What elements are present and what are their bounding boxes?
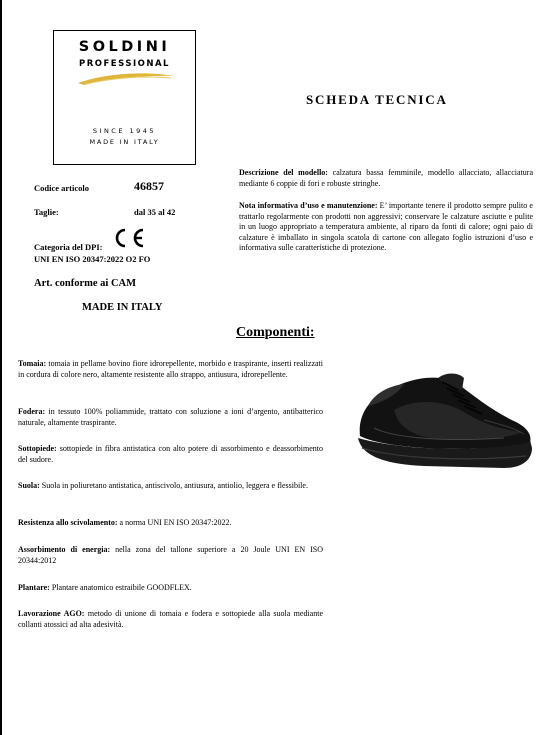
- shoe-product-image: [354, 368, 536, 476]
- section-fodera: [18, 407, 323, 428]
- norma-text: UNI EN ISO 20347:2022 O2 FO: [34, 254, 151, 264]
- logo-made-in-italy: MADE IN ITALY: [89, 138, 160, 146]
- section-text: Plantare anatomico estraibile GOODFLEX.: [49, 583, 192, 592]
- section-text: a norma UNI EN ISO 20347:2022.: [117, 518, 232, 527]
- taglie-label: Taglie:: [34, 207, 59, 217]
- section-text: Suola in poliuretano antistatica, antiscivolo, antiusura, antiolio, leggera e flessibile.: [39, 481, 308, 490]
- ce-mark-icon: [111, 227, 147, 249]
- brand-logo: [53, 30, 196, 165]
- section-suola: [18, 481, 323, 492]
- section-resistenza: [18, 518, 323, 529]
- page-title: SCHEDA TECNICA: [306, 92, 448, 107]
- categoria-label: Categoria del DPI:: [34, 242, 103, 252]
- nota-label: Nota informativa d’uso e manutenzione:: [239, 201, 378, 210]
- cam-conformity: Art. conforme ai CAM: [34, 278, 137, 289]
- section-label: Fodera:: [18, 407, 46, 416]
- descrizione-block: [239, 168, 533, 189]
- section-label: Plantare:: [18, 583, 50, 592]
- descrizione-label: Descrizione del modello:: [239, 168, 328, 177]
- section-label: Assorbimento di energia:: [18, 545, 111, 554]
- logo-brand-name: SOLDINI: [78, 39, 171, 55]
- taglie-value: dal 35 al 42: [134, 207, 176, 217]
- codice-label: Codice articolo: [34, 183, 89, 193]
- logo-since: SINCE 1945: [92, 127, 157, 135]
- section-label: Tomaia:: [18, 359, 47, 368]
- componenti-heading: Componenti:: [236, 325, 315, 340]
- logo-swoosh-icon: [76, 71, 176, 87]
- section-label: Lavorazione AGO:: [18, 609, 85, 618]
- section-text: metodo di unione di tomaia e fodera e sottopiede alla suola mediante collanti atossici ad alta adesività.: [18, 609, 324, 629]
- section-text: sottopiede in fibra antistatica con alto potere di assorbimento e deassorbimento del sudore.: [18, 444, 323, 464]
- section-label: Resistenza allo scivolamento:: [18, 518, 118, 527]
- logo-subtitle: PROFESSIONAL: [79, 59, 170, 69]
- section-text: nella zona del tallone superiore a 20 Joule UNI EN ISO 20344:2012: [18, 545, 323, 565]
- section-tomaia: [18, 359, 323, 380]
- section-text: tomaia in pellame bovino fiore idrorepellente, morbido e traspirante, inserti realizzati in cordura di colore nero, altamente resistente allo strappo, antiusura, idrorepellente.: [18, 359, 323, 379]
- section-lavorazione: [18, 609, 323, 630]
- made-in-italy-text: MADE IN ITALY: [82, 302, 163, 313]
- section-sottopiede: [18, 444, 323, 465]
- left-border-line: [0, 0, 2, 735]
- section-assorbimento: [18, 545, 323, 566]
- section-plantare: [18, 583, 323, 594]
- section-label: Sottopiede:: [18, 444, 57, 453]
- section-text: in tessuto 100% poliammide, trattato con soluzione a ioni d’argento, antibatterico naturale, altamente traspirante.: [18, 407, 323, 427]
- nota-text: E’ importante tenere il prodotto sempre pulito e trattarlo regolarmente con prodotti non aggressivi; conservare le calzature asciutte e pulite in un luogo appropriato a temperatura ambiente, al riparo da fonti di calore; ogni paio di calzature è imballato in singola scatola di cartone con allegato foglio istruzioni d’uso e informativa sulle caratteristiche di protezione.: [239, 201, 533, 252]
- codice-value: 46857: [134, 179, 164, 193]
- section-label: Suola:: [18, 481, 40, 490]
- descrizione-text: calzatura bassa femminile, modello allacciato, allacciatura mediante 6 coppie di fori e robuste stringhe.: [239, 168, 533, 188]
- nota-block: [239, 201, 533, 254]
